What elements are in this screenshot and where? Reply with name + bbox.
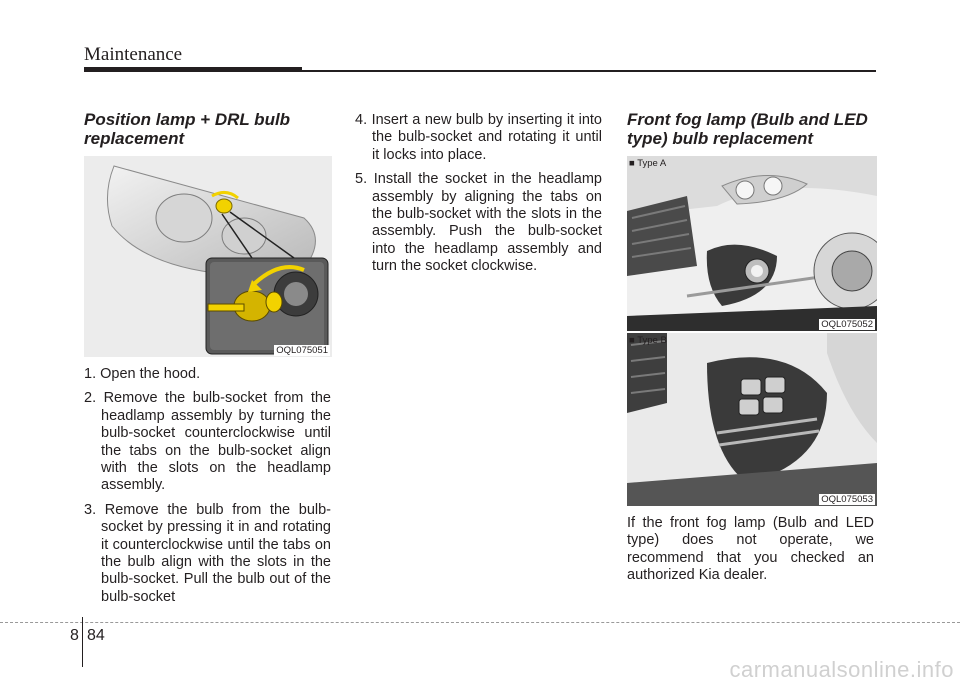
step-item: 4. Insert a new bulb by inserting it into the bulb-socket and rotating it until it locks into place. — [355, 112, 602, 163]
step-item: 3. Remove the bulb from the bulb-socket by pressing it in and rotating it counterclockwise until the tabs on the bulb align with the slots in the bulb-socket. Pull the bulb out of the bulb-socket — [84, 501, 331, 605]
figure-headlamp-socket — [84, 156, 332, 357]
figure-code: OQL075052 — [821, 319, 873, 330]
column-1 — [84, 110, 331, 148]
footer-vertical-rule — [82, 617, 83, 667]
step-item: 2. Remove the bulb-socket from the headlamp assembly by turning the bulb-socket counterclockwise until the tabs on the bulb-socket align with the slots on the headlamp assembly. — [84, 390, 331, 494]
fog-lamp-type-b-illustration — [627, 333, 877, 506]
headlamp-illustration — [84, 156, 332, 357]
figure-fog-lamp-type-b — [627, 333, 877, 506]
header-rule-thin — [302, 70, 876, 72]
column-3-note — [627, 515, 874, 585]
section-heading-position-lamp: Position lamp + DRL bulb replacement — [84, 110, 291, 148]
watermark: carmanualsonline.info — [729, 657, 954, 682]
figure-code: OQL075053 — [821, 494, 873, 505]
fog-lamp-type-a-illustration — [627, 156, 877, 331]
section-heading-fog-lamp: Front fog lamp (Bulb and LED type) bulb replacement — [627, 110, 868, 148]
type-a-label: ■ Type A — [629, 158, 667, 169]
type-b-label: ■ Type B — [629, 335, 667, 346]
footer-divider — [0, 622, 960, 623]
step-item: 1. Open the hood. — [84, 366, 201, 382]
page-number: 84 — [87, 627, 105, 644]
step-item: 5. Install the socket in the headlamp assembly by aligning the tabs on the bulb-socket with the slots in the assembly. Push the bulb-socket into the headlamp assembly and turn the socket clockwise. — [355, 171, 602, 275]
page-header-title: Maintenance — [84, 44, 183, 65]
figure-code: OQL075051 — [276, 345, 328, 356]
column-1-steps — [84, 366, 331, 606]
figure-fog-lamp-type-a — [627, 156, 877, 331]
header-rule-thick — [84, 67, 302, 72]
column-3 — [627, 110, 874, 148]
column-2-steps — [355, 112, 602, 276]
fog-lamp-note: If the front fog lamp (Bulb and LED type) does not operate, we recommend that you checked an authorized Kia dealer. — [627, 515, 874, 584]
section-number: 8 — [70, 627, 79, 644]
